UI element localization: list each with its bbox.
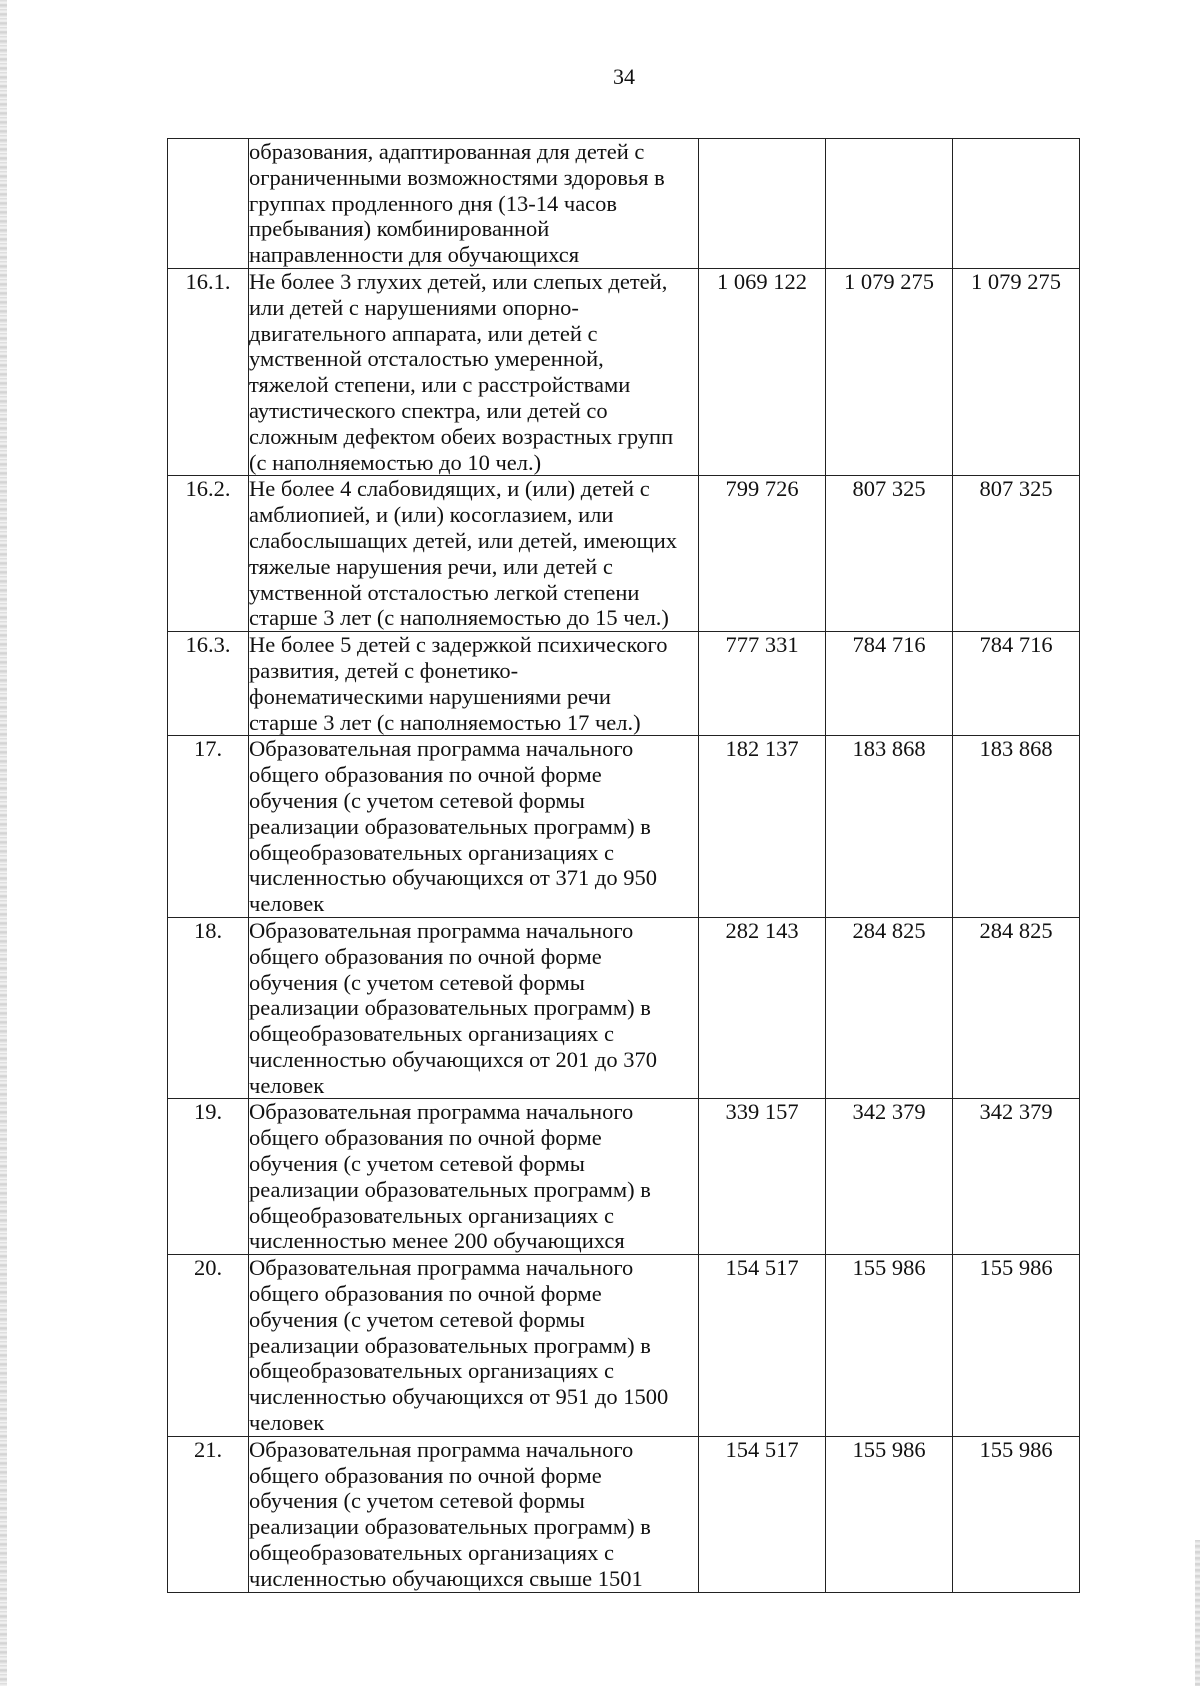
- description-line: реализации образовательных программ) в: [249, 1176, 651, 1202]
- row-description: [249, 139, 699, 269]
- description-line: старше 3 лет (с наполняемостью 17 чел.): [249, 709, 641, 735]
- description-line: слабослышащих детей, или детей, имеющих: [249, 527, 678, 553]
- description-line: группах продленного дня (13-14 часов: [249, 190, 618, 216]
- row-description: [249, 1255, 699, 1437]
- description-line: численностью обучающихся от 201 до 370: [249, 1046, 657, 1072]
- row-description: [249, 476, 699, 632]
- description-line: обучения (с учетом сетевой формы: [249, 787, 585, 813]
- row-description: [249, 1099, 699, 1255]
- description-line: общеобразовательных организациях с: [249, 839, 614, 865]
- table-row: [168, 1099, 1080, 1255]
- row-value-1: 339 157: [699, 1099, 826, 1255]
- row-description: [249, 1436, 699, 1592]
- table-row: [168, 917, 1080, 1099]
- row-value-3: 807 325: [953, 476, 1080, 632]
- description-line: или детей с нарушениями опорно-: [249, 294, 579, 320]
- description-line: аутистического спектра, или детей со: [249, 397, 608, 423]
- description-line: общеобразовательных организациях с: [249, 1358, 614, 1384]
- description-line: общего образования по очной форме: [249, 1125, 602, 1151]
- row-value-1: 799 726: [699, 476, 826, 632]
- description-line: обучения (с учетом сетевой формы: [249, 1306, 585, 1332]
- tariff-table: [167, 138, 1080, 1593]
- page-number: 34: [613, 64, 635, 89]
- description-line: человек: [249, 1410, 325, 1436]
- description-line: фонематическими нарушениями речи: [249, 683, 611, 709]
- scan-edge-right: [1195, 1540, 1200, 1686]
- row-number: 16.1.: [168, 268, 249, 475]
- description-line: реализации образовательных программ) в: [249, 1514, 651, 1540]
- row-value-3: 284 825: [953, 917, 1080, 1099]
- row-number: 16.2.: [168, 476, 249, 632]
- description-line: Не более 5 детей с задержкой психического: [249, 632, 668, 658]
- description-line: обучения (с учетом сетевой формы: [249, 1488, 585, 1514]
- description-line: человек: [249, 1072, 325, 1098]
- row-number: 17.: [168, 736, 249, 918]
- description-line: общего образования по очной форме: [249, 762, 602, 788]
- table-row: [168, 476, 1080, 632]
- description-line: Не более 4 слабовидящих, и (или) детей с: [249, 476, 650, 502]
- table-row: [168, 736, 1080, 918]
- description-line: обучения (с учетом сетевой формы: [249, 1151, 585, 1177]
- row-value-1: 282 143: [699, 917, 826, 1099]
- description-line: Образовательная программа начального: [249, 1255, 634, 1281]
- table-row: [168, 139, 1080, 269]
- description-line: обучения (с учетом сетевой формы: [249, 969, 585, 995]
- row-value-1: 777 331: [699, 632, 826, 736]
- description-line: образования, адаптированная для детей с: [249, 139, 645, 164]
- row-value-1: 154 517: [699, 1436, 826, 1592]
- row-description: [249, 736, 699, 918]
- description-line: реализации образовательных программ) в: [249, 813, 651, 839]
- table-row: [168, 632, 1080, 736]
- description-line: общего образования по очной форме: [249, 1462, 602, 1488]
- description-line: численностью обучающихся от 371 до 950: [249, 865, 657, 891]
- description-line: тяжелые нарушения речи, или детей с: [249, 553, 613, 579]
- row-value-2: 284 825: [826, 917, 953, 1099]
- row-value-3: 784 716: [953, 632, 1080, 736]
- row-value-3: [953, 139, 1080, 269]
- description-line: общеобразовательных организациях с: [249, 1540, 614, 1566]
- row-value-3: 155 986: [953, 1436, 1080, 1592]
- description-line: развития, детей с фонетико-: [249, 657, 519, 683]
- row-value-2: 155 986: [826, 1255, 953, 1437]
- row-description: [249, 268, 699, 475]
- description-line: человек: [249, 891, 325, 917]
- row-number: 18.: [168, 917, 249, 1099]
- row-value-3: 342 379: [953, 1099, 1080, 1255]
- row-value-2: 784 716: [826, 632, 953, 736]
- row-value-2: [826, 139, 953, 269]
- scan-edge-left: [0, 0, 7, 1686]
- description-line: (с наполняемостью до 10 чел.): [249, 449, 542, 475]
- row-value-2: 1 079 275: [826, 268, 953, 475]
- row-number: [168, 139, 249, 269]
- table-row: [168, 1255, 1080, 1437]
- row-value-1: 182 137: [699, 736, 826, 918]
- description-line: тяжелой степени, или с расстройствами: [249, 372, 631, 398]
- row-number: 20.: [168, 1255, 249, 1437]
- description-line: реализации образовательных программ) в: [249, 995, 651, 1021]
- description-line: Образовательная программа начального: [249, 736, 634, 762]
- description-line: направленности для обучающихся: [249, 242, 580, 268]
- description-line: старше 3 лет (с наполняемостью до 15 чел.): [249, 605, 669, 631]
- row-value-1: 154 517: [699, 1255, 826, 1437]
- row-value-2: 807 325: [826, 476, 953, 632]
- description-line: реализации образовательных программ) в: [249, 1332, 651, 1358]
- description-line: Образовательная программа начального: [249, 1436, 634, 1462]
- description-line: двигательного аппарата, или детей с: [249, 320, 598, 346]
- description-line: сложным дефектом обеих возрастных групп: [249, 423, 674, 449]
- row-value-2: 342 379: [826, 1099, 953, 1255]
- description-line: общего образования по очной форме: [249, 1281, 602, 1307]
- description-line: умственной отсталостью умеренной,: [249, 346, 604, 372]
- row-description: [249, 917, 699, 1099]
- row-value-1: 1 069 122: [699, 268, 826, 475]
- row-value-2: 155 986: [826, 1436, 953, 1592]
- row-number: 16.3.: [168, 632, 249, 736]
- description-line: общеобразовательных организациях с: [249, 1202, 614, 1228]
- row-value-2: 183 868: [826, 736, 953, 918]
- row-number: 19.: [168, 1099, 249, 1255]
- description-line: Образовательная программа начального: [249, 917, 634, 943]
- table-row: [168, 268, 1080, 475]
- table-row: [168, 1436, 1080, 1592]
- row-value-3: 155 986: [953, 1255, 1080, 1437]
- description-line: умственной отсталостью легкой степени: [249, 579, 640, 605]
- description-line: амблиопией, и (или) косоглазием, или: [249, 502, 614, 528]
- description-line: Образовательная программа начального: [249, 1099, 634, 1125]
- row-value-3: 183 868: [953, 736, 1080, 918]
- row-description: [249, 632, 699, 736]
- description-line: пребывания) комбинированной: [249, 216, 550, 242]
- row-number: 21.: [168, 1436, 249, 1592]
- row-value-1: [699, 139, 826, 269]
- description-line: численностью обучающихся свыше 1501: [249, 1565, 643, 1591]
- description-line: численностью менее 200 обучающихся: [249, 1228, 625, 1254]
- description-line: общеобразовательных организациях с: [249, 1021, 614, 1047]
- description-line: Не более 3 глухих детей, или слепых детей,: [249, 268, 668, 294]
- description-line: ограниченными возможностями здоровья в: [249, 164, 665, 190]
- row-value-3: 1 079 275: [953, 268, 1080, 475]
- description-line: общего образования по очной форме: [249, 943, 602, 969]
- table-body: [168, 139, 1080, 1593]
- description-line: численностью обучающихся от 951 до 1500: [249, 1384, 669, 1410]
